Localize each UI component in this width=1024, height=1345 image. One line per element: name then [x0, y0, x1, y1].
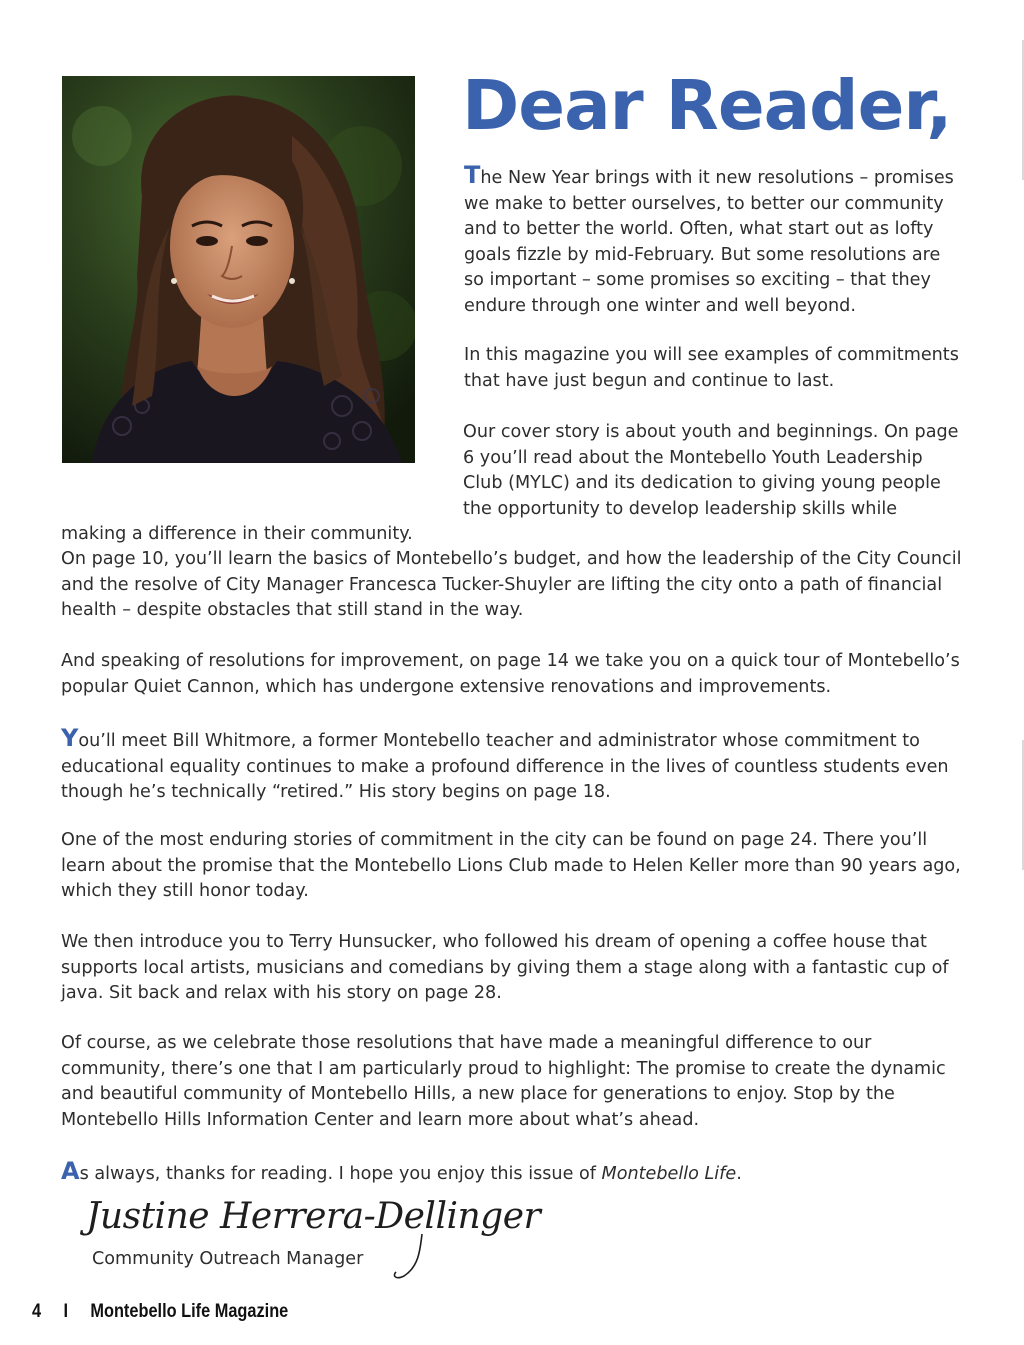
paragraph-text: We then introduce you to Terry Hunsucker, who followed his dream of opening a coffee house that supports local artists, musicians and comedians by giving them a stage along with a fantastic cup of java. Sit back and relax with his story on page 28. [61, 932, 949, 1004]
paragraph-text: In this magazine you will see examples of commitments that have just begun and continue to last. [464, 345, 959, 391]
author-portrait-photo [62, 76, 415, 463]
signer-title: Community Outreach Manager [92, 1249, 364, 1269]
signature-flourish [382, 1232, 442, 1282]
paragraph-intro [464, 163, 964, 320]
paragraph-quiet-cannon [61, 649, 963, 700]
signature: Justine Herrera-Dellinger [86, 1196, 541, 1237]
paragraph-montebello-hills [61, 1031, 963, 1133]
page-number: 4 [32, 1301, 42, 1322]
paragraph-text: s always, thanks for reading. I hope you enjoy this issue of [79, 1164, 602, 1184]
publication-name: Montebello Life Magazine [90, 1301, 289, 1322]
drop-cap: T [464, 161, 481, 189]
paragraph-text: Of course, as we celebrate those resolutions that have made a meaningful difference to our community, there’s one that I am particularly proud to highlight: The promise to create the dynamic and beautiful community of Montebello Hills, a new place for generations to enjoy. Stop by the Montebello Hills Information Center and learn more about what’s ahead. [61, 1033, 946, 1130]
paragraph-lions-club [61, 828, 963, 905]
page-footer [32, 1301, 288, 1323]
paragraph-bill-whitmore [61, 726, 963, 806]
paragraph-text: Our cover story is about youth and beginnings. On page 6 you’ll read about the Montebello Youth Leadership Club (MYLC) and its dedication to giving young people the opportunity to develop leadership skills while making a difference in their community. [61, 422, 959, 545]
footer-separator: I [63, 1301, 68, 1322]
paragraph-text: And speaking of resolutions for improvement, on page 14 we take you on a quick tour of Montebello’s popular Quiet Cannon, which has undergone extensive renovations and improvements. [61, 651, 960, 697]
paragraph-text: On page 10, you’ll learn the basics of Montebello’s budget, and how the leadership of the City Council and the resolve of City Manager Francesca Tucker-Shuyler are lifting the city onto a path of financial health – despite obstacles that still stand in the way. [61, 549, 962, 621]
paragraph-commitments [464, 343, 964, 394]
drop-cap: Y [61, 724, 79, 752]
paragraph-end: . [736, 1164, 742, 1184]
drop-cap: A [61, 1157, 80, 1185]
paragraph-budget [61, 547, 963, 624]
paragraph-coffee-house [61, 930, 963, 1007]
page-title: Dear Reader, [462, 66, 952, 146]
paragraph-text: he New Year brings with it new resolutions – promises we make to better ourselves, to better our community and to better the world. Often, what start out as lofty goals fizzle by mid-February. But some resolutions are so important – some promises so exciting – that they endure through one winter and well beyond. [464, 168, 954, 316]
paragraph-text: One of the most enduring stories of commitment in the city can be found on page 24. There you’ll learn about the promise that the Montebello Lions Club made to Helen Keller more than 90 years ago, which they still honor today. [61, 830, 961, 902]
magazine-name: Montebello Life [601, 1164, 737, 1184]
paragraph-closing [61, 1159, 963, 1188]
paragraph-cover-story [61, 420, 963, 548]
paragraph-text: ou’ll meet Bill Whitmore, a former Montebello teacher and administrator whose commitment to educational equality continues to make a profound difference in the lives of countless students even though he’s technically “retired.” His story begins on page 18. [61, 731, 949, 803]
